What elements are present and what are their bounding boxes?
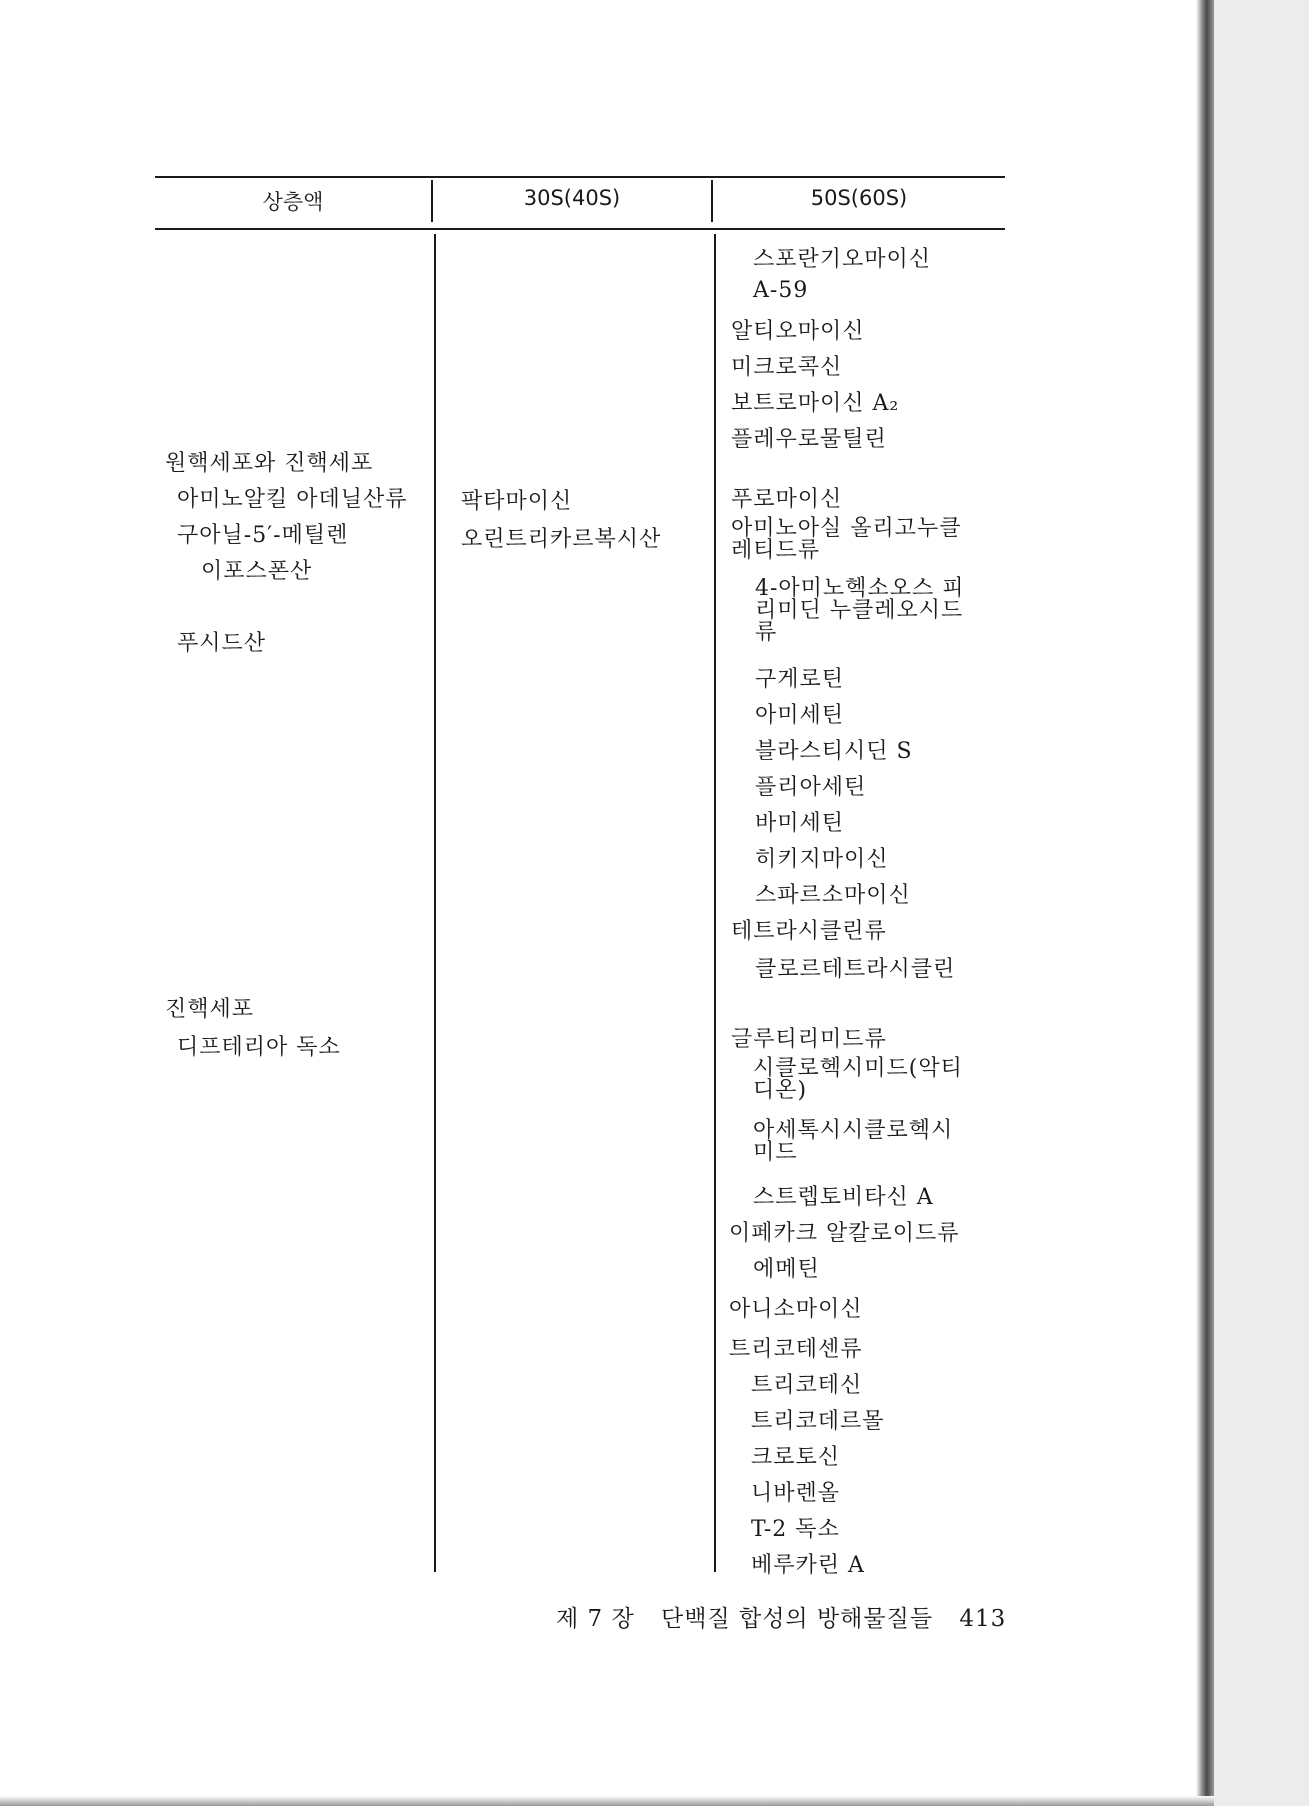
table-cell: 스파르소마이신 — [755, 883, 911, 908]
table-cell: 푸로마이신 — [731, 487, 843, 512]
table-cell: 플레우로물틸린 — [731, 427, 887, 452]
header-30s: 30S(40S) — [523, 186, 621, 210]
page-edge-shadow — [1196, 0, 1214, 1806]
table-cell: 4-아미노헥소오스 피리미딘 누클레오시드류 — [755, 576, 965, 645]
table-cell: 팍타마이신 — [461, 489, 573, 514]
table-cell: 미크로콕신 — [731, 355, 843, 380]
column-divider-2 — [714, 234, 716, 1572]
table-cell: 베루카린 A — [751, 1553, 865, 1578]
table-cell: 글루티리미드류 — [731, 1027, 887, 1052]
table-cell: 니바렌올 — [751, 1481, 841, 1506]
chapter-label: 제 7 장 — [556, 1606, 635, 1632]
table-cell: 진핵세포 — [165, 997, 255, 1022]
table-cell: 아니소마이신 — [729, 1297, 863, 1322]
table-top-rule — [155, 176, 1005, 178]
column-divider-1 — [434, 234, 436, 1572]
table-cell: 바미세틴 — [755, 811, 845, 836]
table-cell: 스트렙토비타신 A — [753, 1185, 934, 1210]
table-cell: 트리코테센류 — [729, 1337, 863, 1362]
table-cell: 크로토신 — [751, 1445, 841, 1470]
page-number: 413 — [959, 1606, 1007, 1632]
table-cell: T-2 독소 — [751, 1517, 840, 1542]
table-cell: 테트라시클린류 — [731, 919, 887, 944]
table-cell: 원핵세포와 진핵세포 — [165, 451, 374, 476]
table-cell: 트리코데르몰 — [751, 1409, 885, 1434]
table-cell: 보트로마이신 A₂ — [731, 391, 900, 416]
page-footer — [556, 1600, 1024, 1633]
header-50s: 50S(60S) — [810, 186, 908, 210]
table-cell: 스포란기오마이신 — [753, 247, 932, 272]
table-cell: 블라스티시딘 S — [755, 739, 913, 764]
table-cell: 트리코테신 — [751, 1373, 863, 1398]
table-cell: 히키지마이신 — [755, 847, 889, 872]
table-cell: 이페카크 알칼로이드류 — [729, 1221, 960, 1246]
table-cell: A-59 — [753, 278, 809, 303]
table-cell: 시클로헥시미드(악티디온) — [753, 1056, 963, 1103]
header-supernatant: 상층액 — [262, 190, 324, 214]
table-cell: 이포스폰산 — [201, 559, 313, 584]
table-header-rule — [155, 228, 1005, 230]
chapter-title: 단백질 합성의 방해물질들 — [661, 1606, 934, 1632]
table-cell: 아미세틴 — [755, 703, 845, 728]
table-cell: 아미노아실 올리고누클레티드류 — [731, 516, 962, 563]
table-cell: 푸시드산 — [177, 631, 267, 656]
page-bottom-shadow — [0, 1796, 1214, 1806]
table-cell: 구게로틴 — [755, 667, 845, 692]
table-cell: 오린트리카르복시산 — [461, 527, 662, 552]
table-cell: 에메틴 — [753, 1257, 820, 1282]
table-cell: 디프테리아 독소 — [177, 1035, 341, 1060]
table-cell: 플리아세틴 — [755, 775, 867, 800]
table-cell: 구아닐-5′-메틸렌 — [177, 523, 349, 548]
background-margin — [1214, 0, 1309, 1806]
table-cell: 아미노알킬 아데닐산류 — [177, 487, 408, 512]
table-cell: 알티오마이신 — [731, 319, 865, 344]
table-cell: 클로르테트라시클린 — [755, 957, 956, 982]
table-cell: 아세톡시시클로헥시미드 — [753, 1118, 954, 1165]
